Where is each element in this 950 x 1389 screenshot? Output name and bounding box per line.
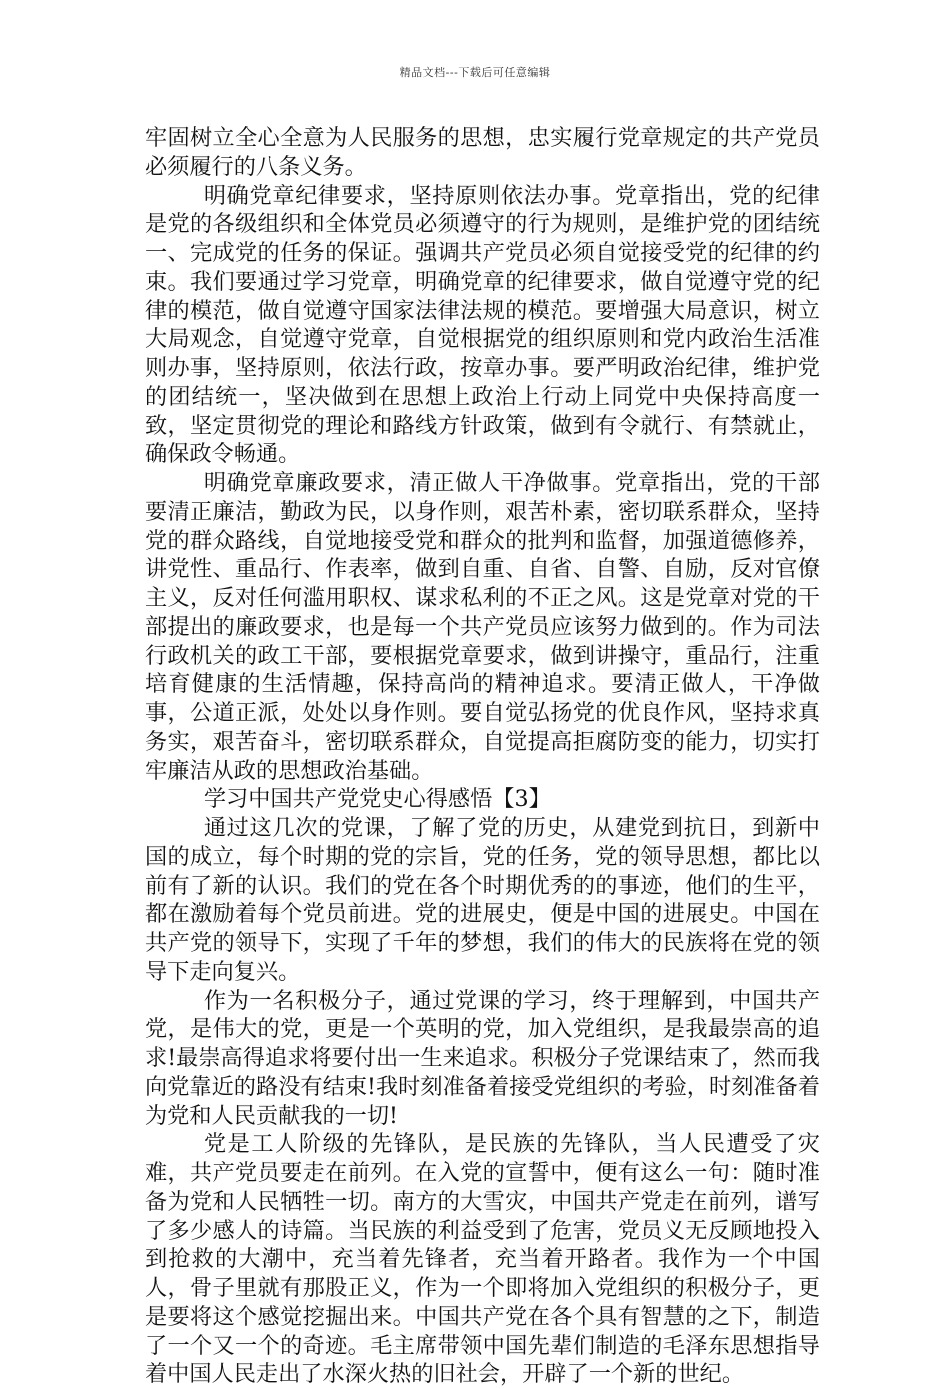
paragraph-3: 明确党章廉政要求，清正做人干净做事。党章指出，党的干部要清正廉洁，勤政为民，以身作则，艰苦朴素，密切联系群众，坚持党的群众路线，自觉地接受党和群众的批判和监督，加强道德修养，讲党性、重品行、作表率，做到自重、自省、自警、自励，反对官僚主义，反对任何滥用职权、谋求私利的不正之风。这是党章对党的干部提出的廉政要求，也是每一个共产党员应该努力做到的。作为司法行政机关的政工干部，要根据党章要求，做到讲操守，重品行，注重培育健康的生活情趣，保持高尚的精神追求。要清正做人，干净做事，公道正派，处处以身作则。要自觉弘扬党的优良作风，坚持求真务实，艰苦奋斗，密切联系群众，自觉提高拒腐防变的能力，切实打牢廉洁从政的思想政治基础。: [145, 470, 820, 784]
paragraph-5: 作为一名积极分子，通过党课的学习，终于理解到，中国共产党，是伟大的党，更是一个英明的党，加入党组织，是我最崇高的追求!最崇高得追求将要付出一生来追求。积极分子党课结束了，然而我向党靠近的路没有结束!我时刻准备着接受党组织的考验，时刻准备着为党和人民贡献我的一切!: [145, 987, 820, 1129]
paragraph-2: 明确党章纪律要求，坚持原则依法办事。党章指出，党的纪律是党的各级组织和全体党员必须遵守的行为规则，是维护党的团结统一、完成党的任务的保证。强调共产党员必须自觉接受党的纪律的约束。我们要通过学习党章，明确党章的纪律要求，做自觉遵守党的纪律的模范，做自觉遵守国家法律法规的模范。要增强大局意识，树立大局观念，自觉遵守党章，自觉根据党的组织原则和党内政治生活准则办事，坚持原则，依法行政，按章办事。要严明政治纪律，维护党的团结统一，坚决做到在思想上政治上行动上同党中央保持高度一致，坚定贯彻党的理论和路线方针政策，做到有令就行、有禁就止，确保政令畅通。: [145, 182, 820, 468]
document-body: [145, 124, 820, 1389]
paragraph-1: 牢固树立全心全意为人民服务的思想，忠实履行党章规定的共产党员必须履行的八条义务。: [145, 125, 820, 180]
section-heading: 学习中国共产党党史心得感悟【3】: [203, 786, 551, 813]
page-header: 精品文档---下载后可任意编辑: [399, 66, 551, 79]
paragraph-6: 党是工人阶级的先锋队，是民族的先锋队，当人民遭受了灾难，共产党员要走在前列。在入党的宣誓中，便有这么一句：随时准备为党和人民牺牲一切。南方的大雪灾，中国共产党走在前列，谱写了多少感人的诗篇。当民族的利益受到了危害，党员义无反顾地投入到抢救的大潮中，充当着先锋者，充当着开路者。我作为一个中国人，骨子里就有那股正义，作为一个即将加入党组织的积极分子，更是要将这个感觉挖掘出来。中国共产党在各个具有智慧的之下，制造了一个又一个的奇迹。毛主席带领中国先辈们制造的毛泽东思想指导着中国人民走出了水深火热的旧社会，开辟了一个新的世纪。: [145, 1131, 820, 1388]
paragraph-4: 通过这几次的党课，了解了党的历史，从建党到抗日，到新中国的成立，每个时期的党的宗旨，党的任务，党的领导思想，都比以前有了新的认识。我们的党在各个时期优秀的的事迹，他们的生平，都在激励着每个党员前进。党的进展史，便是中国的进展史。中国在共产党的领导下，实现了千年的梦想，我们的伟大的民族将在党的领导下走向复兴。: [145, 815, 820, 985]
